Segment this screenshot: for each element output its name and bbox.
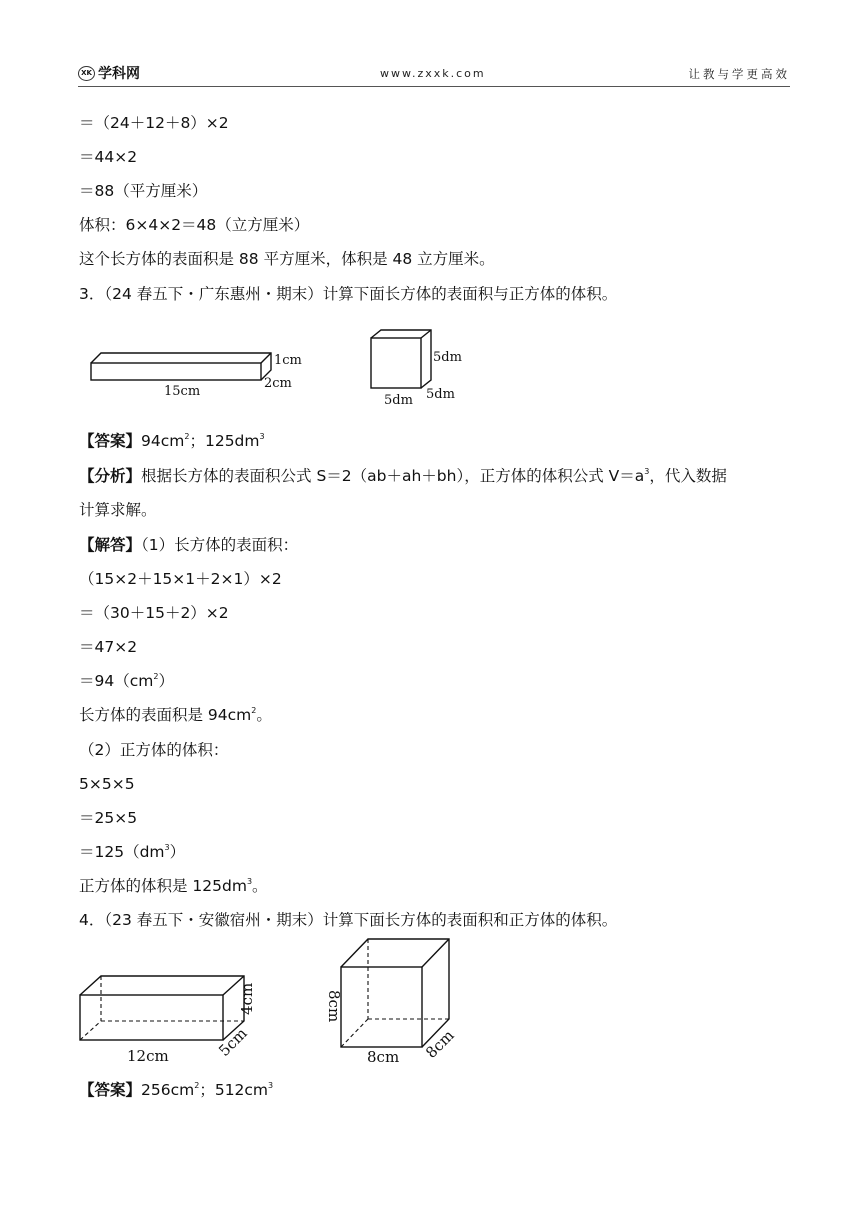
step-4 bbox=[79, 671, 174, 691]
step-5 bbox=[79, 705, 272, 725]
conclusion-line: 这个长方体的表面积是 88 平方厘米，体积是 48 立方厘米。 bbox=[79, 250, 495, 268]
superscript: 2 bbox=[251, 706, 257, 715]
step-3: ＝47×2 bbox=[79, 638, 138, 656]
q4-cube-height-label: 8cm bbox=[325, 990, 343, 1023]
analysis-text-b: ，代入数据 bbox=[649, 467, 727, 485]
q4-cuboid-hidden-edges bbox=[80, 976, 244, 1040]
answer-3-part-a: 94cm bbox=[141, 432, 185, 450]
q4-cuboid-length-label: 12cm bbox=[127, 1047, 169, 1065]
calc-line-3: ＝88（平方厘米） bbox=[79, 182, 208, 200]
superscript: 2 bbox=[194, 1081, 200, 1090]
q3-cuboid bbox=[91, 353, 271, 380]
site-url: www.zxxk.com bbox=[380, 67, 486, 80]
q3-cube bbox=[371, 330, 431, 388]
q3-cube-width-label: 5dm bbox=[384, 393, 413, 408]
analysis-line bbox=[79, 466, 727, 486]
q4-cube-width-label: 8cm bbox=[367, 1048, 400, 1066]
analysis-tag: 【分析】 bbox=[79, 467, 142, 485]
q4-cuboid-width-label: 5cm bbox=[215, 1024, 251, 1060]
step-5-text: 长方体的表面积是 94cm bbox=[79, 706, 252, 724]
step-10-text: 正方体的体积是 125dm bbox=[79, 877, 247, 895]
superscript: 3 bbox=[268, 1081, 274, 1090]
solution-line bbox=[79, 535, 298, 555]
analysis-text-a: 根据长方体的表面积公式 S＝2（ab＋ah＋bh），正方体的体积公式 V＝a bbox=[141, 467, 645, 485]
question-4: 4．（23 春五下・安徽宿州・期末）计算下面长方体的表面积和正方体的体积。 bbox=[79, 911, 618, 929]
answer-tag: 【答案】 bbox=[79, 1081, 142, 1099]
answer-4-part-b: ；512cm bbox=[199, 1081, 269, 1099]
q4-cube-depth-label: 8cm bbox=[422, 1026, 458, 1062]
logo-text: 学科网 bbox=[98, 66, 140, 82]
logo-icon: XK bbox=[78, 66, 95, 81]
step-9-text: ＝125（dm bbox=[79, 843, 165, 861]
step-2: ＝（30＋15＋2）×2 bbox=[79, 604, 229, 622]
superscript: 3 bbox=[246, 877, 253, 886]
answer-tag: 【答案】 bbox=[79, 432, 142, 450]
q3-cuboid-length-label: 15cm bbox=[164, 384, 201, 399]
calc-line-1: ＝（24＋12＋8）×2 bbox=[79, 114, 229, 132]
solution-tag: 【解答】 bbox=[79, 536, 142, 554]
q3-figures bbox=[80, 322, 480, 412]
q4-figures bbox=[75, 935, 475, 1070]
superscript: 2 bbox=[184, 432, 190, 441]
solution-text: （1）长方体的表面积： bbox=[141, 536, 299, 554]
q3-cube-depth-label: 5dm bbox=[426, 387, 455, 402]
step-4-text: ＝94（cm bbox=[79, 672, 154, 690]
step-7: 5×5×5 bbox=[79, 775, 135, 793]
answer-3-part-b: ；125dm bbox=[189, 432, 260, 450]
superscript: 3 bbox=[164, 843, 170, 852]
step-5-end: 。 bbox=[256, 706, 272, 724]
step-9 bbox=[79, 842, 185, 862]
answer-4-part-a: 256cm bbox=[141, 1081, 195, 1099]
q3-cuboid-width-label: 2cm bbox=[264, 376, 292, 391]
superscript: 2 bbox=[153, 672, 159, 681]
slogan: 让教与学更高效 bbox=[688, 67, 790, 81]
q3-cube-height-label: 5dm bbox=[433, 350, 462, 365]
step-9-close: ） bbox=[169, 843, 186, 861]
step-10 bbox=[79, 876, 268, 896]
logo bbox=[78, 64, 140, 82]
answer-4 bbox=[79, 1080, 273, 1100]
q4-cuboid bbox=[80, 976, 244, 1040]
q4-cuboid-height-label: 4cm bbox=[238, 982, 256, 1015]
analysis-line-2: 计算求解。 bbox=[79, 501, 157, 519]
step-1: （15×2＋15×1＋2×1）×2 bbox=[79, 570, 282, 588]
answer-3 bbox=[79, 431, 265, 451]
volume-line: 体积：6×4×2＝48（立方厘米） bbox=[79, 216, 310, 234]
question-3: 3．（24 春五下・广东惠州・期末）计算下面长方体的表面积与正方体的体积。 bbox=[79, 285, 618, 303]
step-6: （2）正方体的体积： bbox=[79, 741, 229, 759]
step-10-end: 。 bbox=[252, 877, 268, 895]
q3-cuboid-height-label: 1cm bbox=[274, 353, 302, 368]
superscript: 3 bbox=[259, 432, 265, 441]
calc-line-2: ＝44×2 bbox=[79, 148, 138, 166]
superscript: 3 bbox=[644, 467, 650, 476]
step-4-close: ） bbox=[158, 672, 174, 690]
step-8: ＝25×5 bbox=[79, 809, 138, 827]
page-header bbox=[78, 62, 790, 87]
